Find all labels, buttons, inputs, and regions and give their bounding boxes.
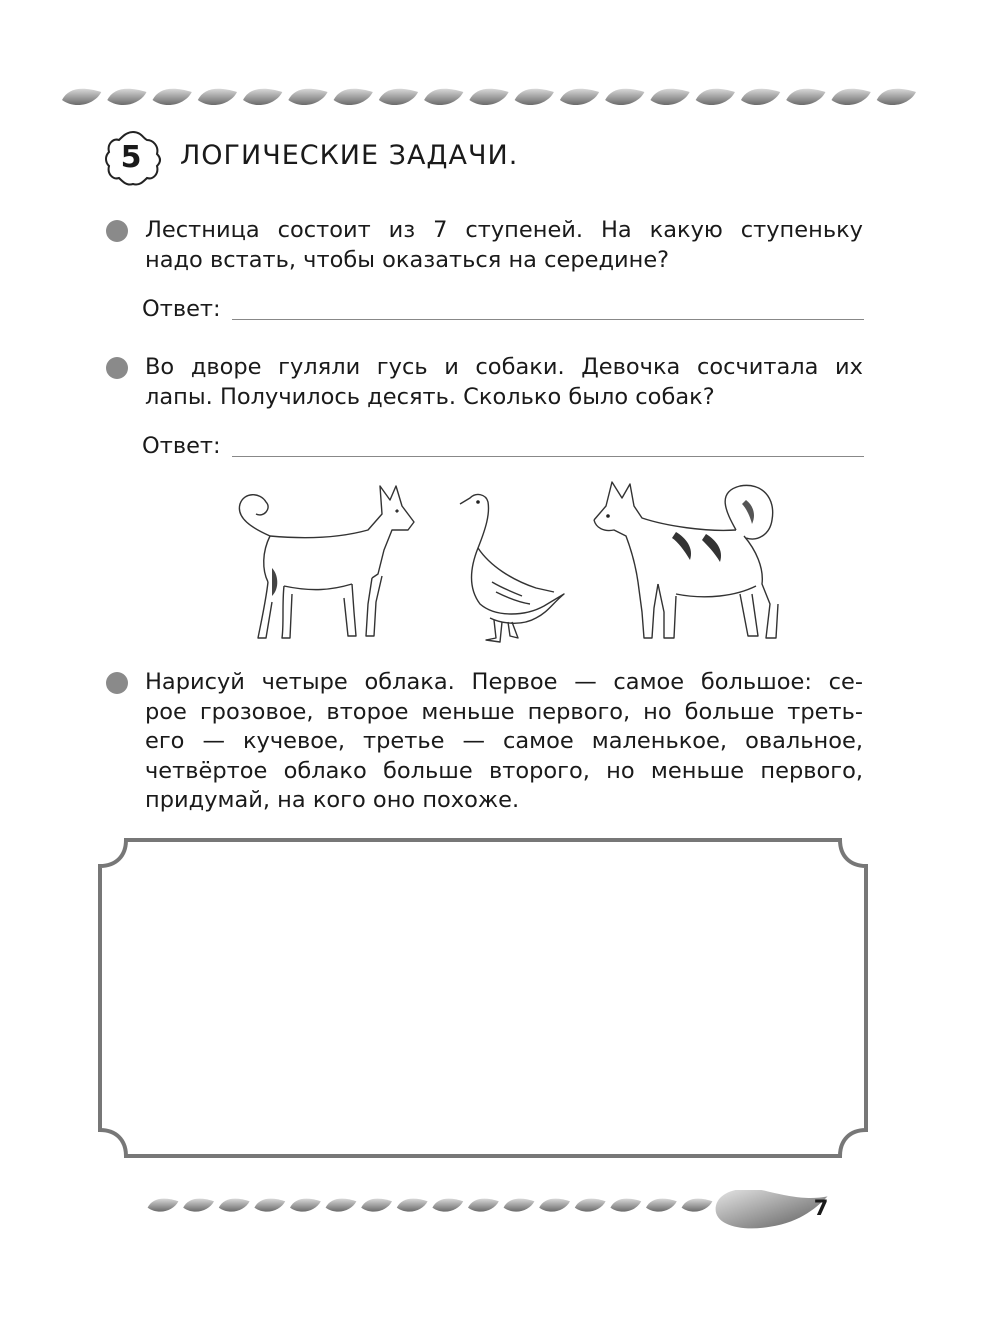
task2-line: Во дворе гуляли гусь и собаки. Девочка сосчитала их xyxy=(145,354,863,380)
decorative-leaf xyxy=(610,1199,641,1212)
task2-text xyxy=(145,353,863,412)
decorative-leaf xyxy=(334,89,373,105)
decorative-leaf xyxy=(62,89,101,105)
decorative-leaf xyxy=(515,89,554,105)
decorative-leaf xyxy=(539,1199,570,1212)
decorative-leaf xyxy=(650,89,689,105)
decorative-leaf xyxy=(469,89,508,105)
task-bullet xyxy=(106,357,128,379)
task3-line: четвёртое облако больше второго, но меньше первого, xyxy=(145,757,863,784)
decorative-leaf xyxy=(696,89,735,105)
decorative-leaf xyxy=(682,1199,713,1212)
decorative-leaf xyxy=(831,89,870,105)
decorative-leaf xyxy=(326,1199,357,1212)
decorative-leaf xyxy=(432,1199,463,1212)
husky-illustration xyxy=(586,476,792,646)
task3-text xyxy=(145,668,863,816)
task1-line: Лестница состоит из 7 ступеней. На какую ступеньку xyxy=(145,217,863,243)
section-number: 5 xyxy=(120,140,142,175)
dog-illustration xyxy=(232,478,420,648)
decorative-leaf xyxy=(290,1199,321,1212)
decorative-leaf xyxy=(646,1199,677,1212)
decorative-leaf xyxy=(379,89,418,105)
decorative-leaf xyxy=(575,1199,606,1212)
task3-line: придумай, на кого оно похоже. xyxy=(145,787,520,813)
task2-line: лапы. Получилось десять. Сколько было собак? xyxy=(145,383,715,410)
decorative-leaf xyxy=(107,89,146,105)
decorative-leaf xyxy=(877,89,916,105)
task3-line: его — кучевое, третье — самое маленькое, овальное, xyxy=(145,728,863,754)
task3-line: рое грозовое, второе меньше первого, но больше треть- xyxy=(145,698,863,725)
decorative-leaf xyxy=(148,1199,179,1212)
task1-answer-label: Ответ: xyxy=(142,296,221,322)
task-bullet xyxy=(106,672,128,694)
goose-illustration xyxy=(456,488,568,644)
decorative-leaf xyxy=(288,89,327,105)
page-number: 7 xyxy=(813,1196,829,1220)
decorative-leaf xyxy=(605,89,644,105)
decorative-leaf xyxy=(786,89,825,105)
bottom-decorative-border xyxy=(60,1190,920,1230)
task1-answer-line[interactable] xyxy=(232,319,864,320)
decorative-leaf xyxy=(153,89,192,105)
task1-text xyxy=(145,216,863,275)
task2-answer-label: Ответ: xyxy=(142,433,221,459)
task-bullet xyxy=(106,220,128,242)
decorative-leaf xyxy=(424,89,463,105)
decorative-leaf xyxy=(741,89,780,105)
decorative-leaf xyxy=(504,1199,535,1212)
decorative-leaf xyxy=(361,1199,392,1212)
decorative-leaf xyxy=(219,1199,250,1212)
decorative-leaf xyxy=(560,89,599,105)
task2-answer-line[interactable] xyxy=(232,456,864,457)
drawing-area-frame[interactable] xyxy=(96,836,870,1160)
decorative-leaf xyxy=(243,89,282,105)
decorative-leaf xyxy=(183,1199,214,1212)
decorative-leaf xyxy=(254,1199,285,1212)
section-title: ЛОГИЧЕСКИЕ ЗАДАЧИ. xyxy=(180,140,519,171)
top-decorative-border xyxy=(60,78,920,118)
task1-line: надо встать, чтобы оказаться на середине? xyxy=(145,246,670,273)
decorative-leaf xyxy=(468,1199,499,1212)
decorative-leaf xyxy=(198,89,237,105)
task3-line: Нарисуй четыре облака. Первое — самое большое: се- xyxy=(145,669,863,695)
decorative-leaf xyxy=(397,1199,428,1212)
